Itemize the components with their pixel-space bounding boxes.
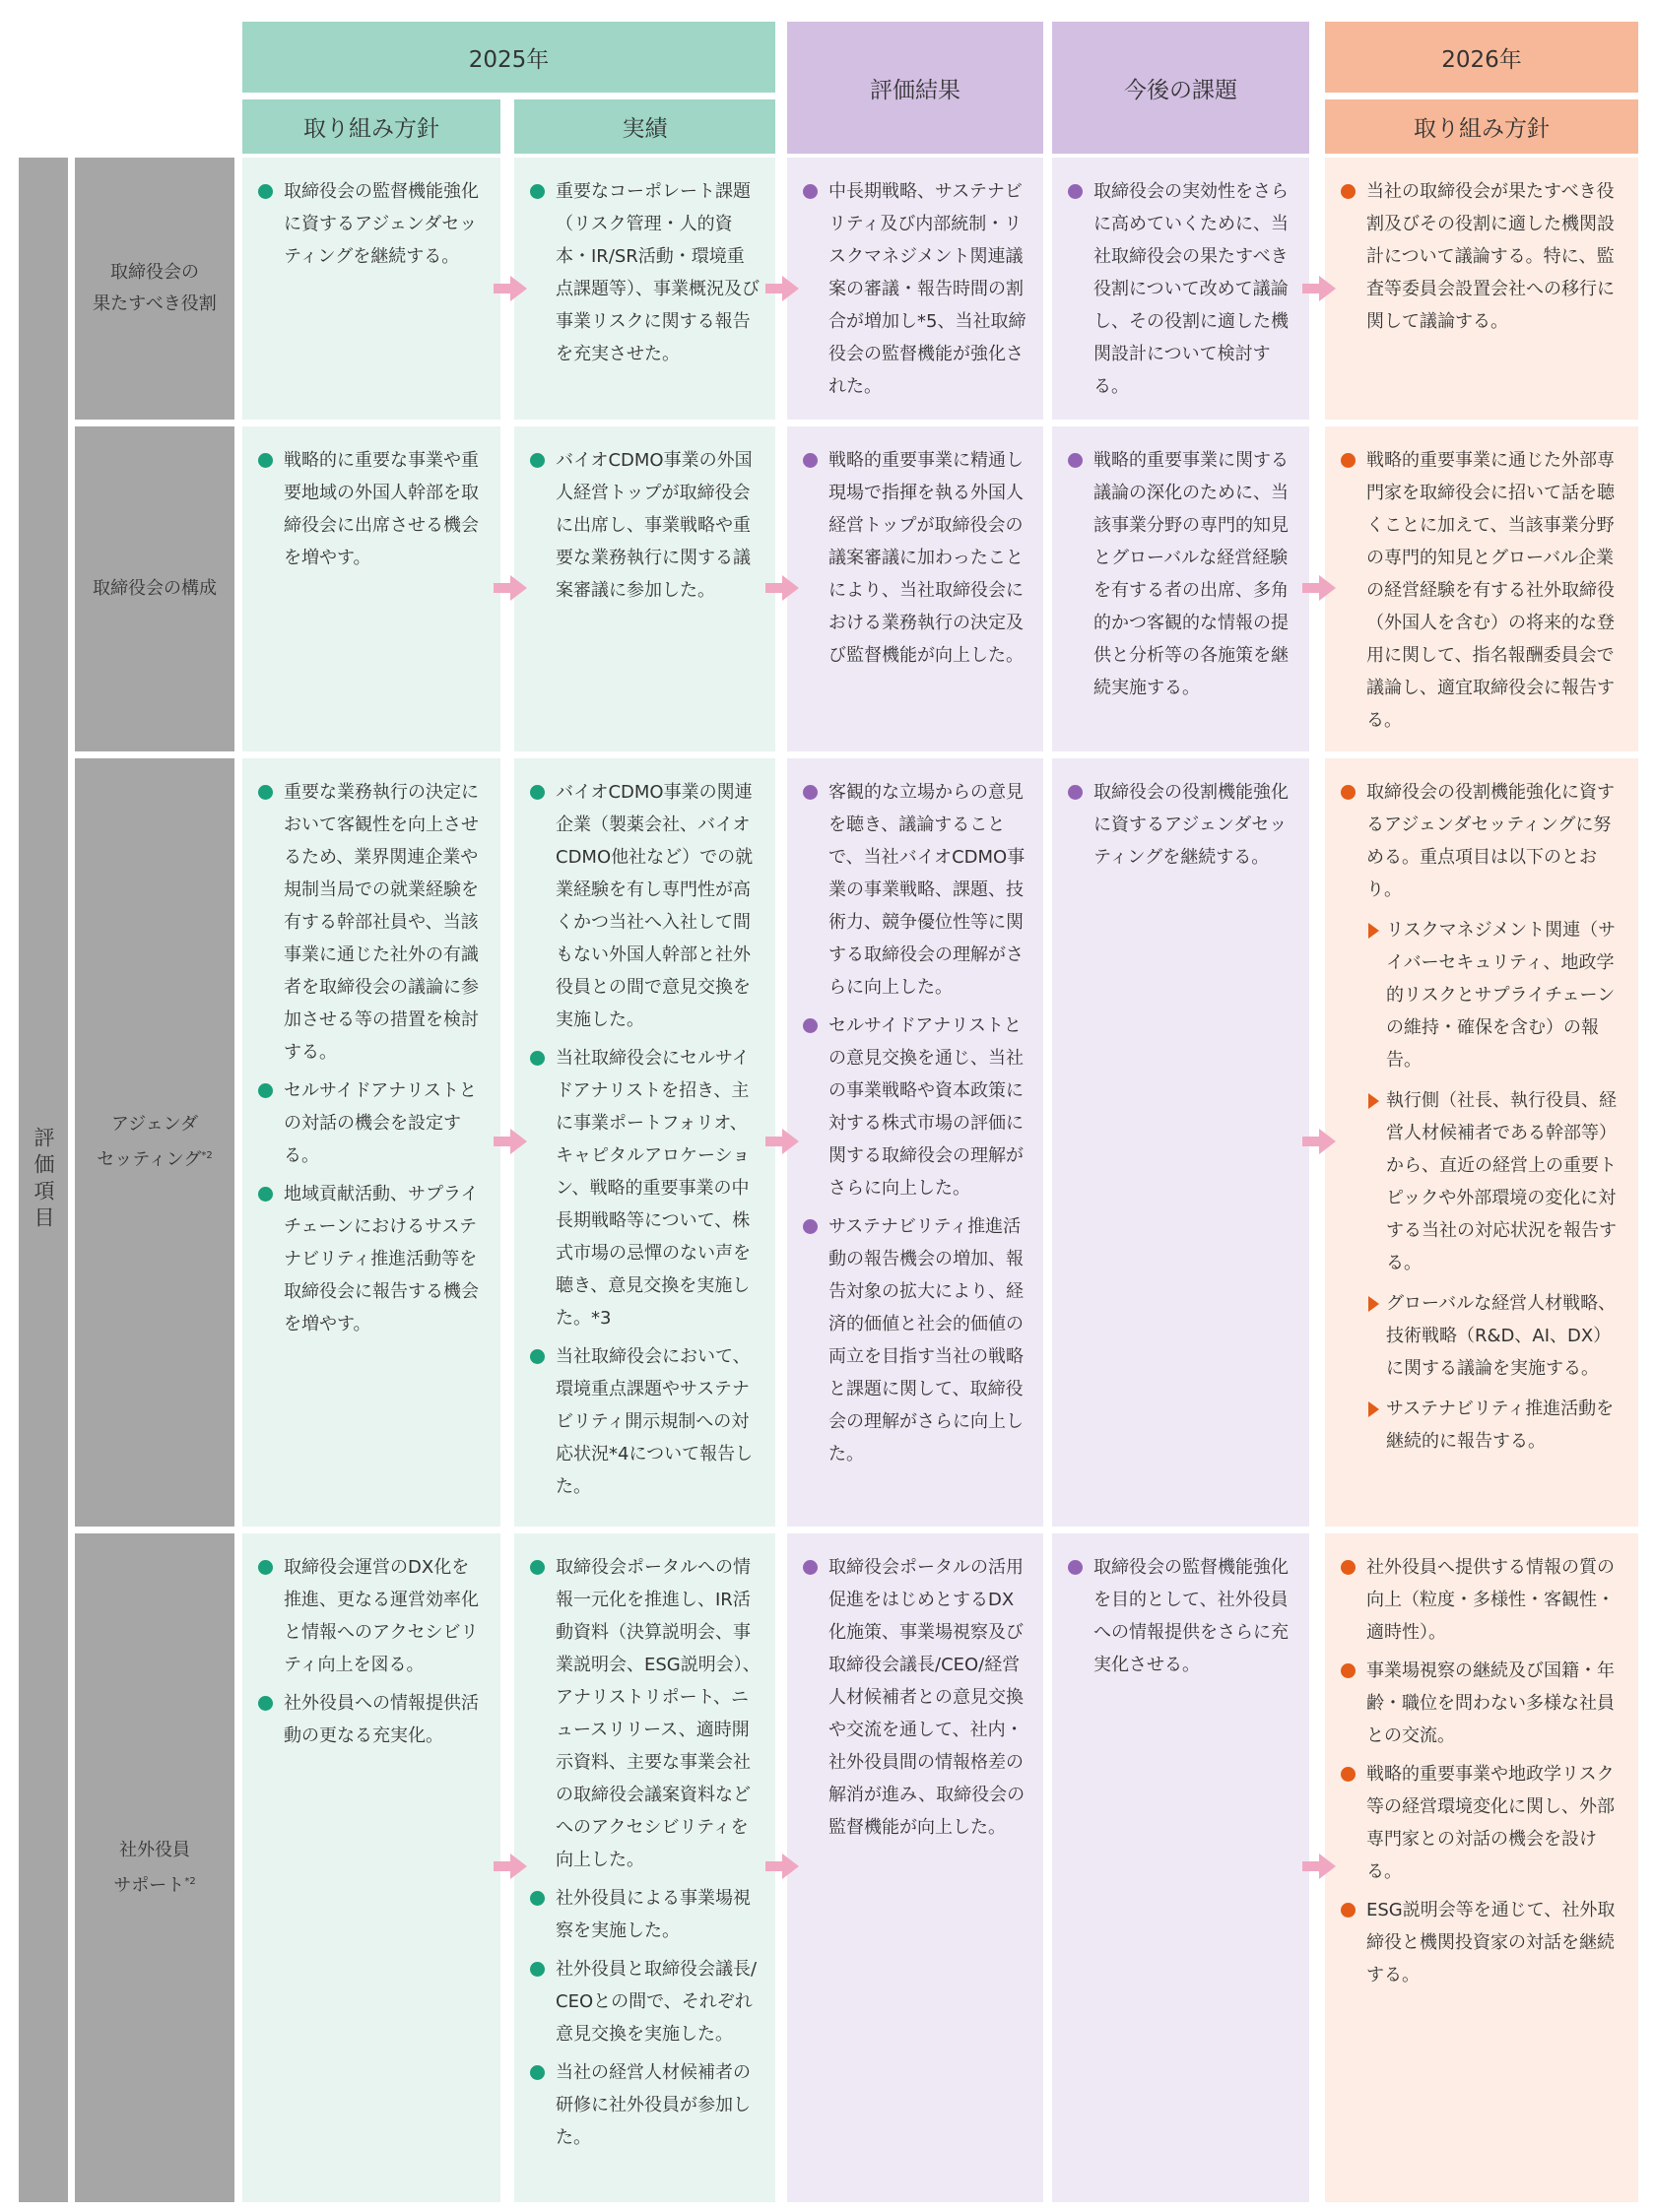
list-item: 当社の経営人材候補者の研修に社外役員が参加した。 [528,2056,761,2154]
list-item: 中長期戦略、サステナビリティ及び内部統制・リスクマネジメント関連議案の審議・報告時間の割合が増加し*5、当社取締役会の監督機能が強化された。 [801,175,1029,403]
list-item: 取締役会の監督機能強化を目的として、社外役員への情報提供をさらに充実化させる。 [1066,1551,1295,1681]
list-item: 取締役会ポータルへの情報一元化を推進し、IR活動資料（決算説明会、事業説明会、ESG説明会）、アナリストリポート、ニュースリリース、適時開示資料、主要な事業会社の取締役会議案資料などへのアクセシビリティを向上した。 [528,1551,761,1876]
list-item: 取締役会の役割機能強化に資するアジェンダセッティングを継続する。 [1066,776,1295,874]
row3-evaluation [787,758,1043,1527]
row-label-role: 取締役会の 果たすべき役割 [75,158,234,420]
list-item: 戦略的に重要な事業や重要地域の外国人幹部を取締役会に出席させる機会を増やす。 [256,444,487,574]
list-item: 当社取締役会において、環境重点課題やサステナビリティ開示規制への対応状況*4について報告した。 [528,1340,761,1503]
list-item: セルサイドアナリストとの対話の機会を設定する。 [256,1074,487,1172]
list-item: 取締役会ポータルの活用促進をはじめとするDX化施策、事業場視察及び取締役会議長/CEO/経営人材候補者との意見交換や交流を通して、社内・社外役員間の情報格差の解消が進み、取締役会の監督機能が向上した。 [801,1551,1029,1844]
header-evaluation: 評価結果 [787,22,1043,154]
list-item: 社外役員への情報提供活動の更なる充実化。 [256,1687,487,1752]
row3-policy-2025 [242,758,500,1527]
arrow-icon [765,575,799,601]
sub-list-item: 執行側（社長、執行役員、経営人材候補者である幹部等）から、直近の経営上の重要トピックや外部環境の変化に対する当社の対応状況を報告する。 [1366,1084,1624,1279]
row3-results-2025 [514,758,775,1527]
row2-results-2025 [514,426,775,751]
header-2025: 2025年 [242,22,775,93]
list-item: 客観的な立場からの意見を聴き、議論することで、当社バイオCDMO事業の事業戦略、課題、技術力、競争優位性等に関する取締役会の理解がさらに向上した。 [801,776,1029,1004]
arrow-icon [494,1129,527,1154]
list-item: 取締役会の監督機能強化に資するアジェンダセッティングを継続する。 [256,175,487,273]
row3-future-issues [1052,758,1309,1527]
row4-policy-2026 [1325,1533,1638,2202]
list-item: 戦略的重要事業に精通し現場で指揮を執る外国人経営トップが取締役会の議案審議に加わったことにより、当社取締役会における業務執行の決定及び監督機能が向上した。 [801,444,1029,672]
list-item: 重要なコーポレート課題（リスク管理・人的資本・IR/SR活動・環境重点課題等）、事業概況及び事業リスクに関する報告を充実させた。 [528,175,761,370]
list-item: 当社取締役会にセルサイドアナリストを招き、主に事業ポートフォリオ、キャピタルアロケーション、戦略的重要事業の中長期戦略等について、株式市場の忌憚のない声を聴き、意見交換を実施した。*3 [528,1042,761,1334]
row1-policy-2026 [1325,158,1638,420]
list-item: 社外役員と取締役会議長/CEOとの間で、それぞれ意見交換を実施した。 [528,1953,761,2050]
arrow-icon [765,276,799,301]
arrow-icon [494,1854,527,1879]
list-item: 重要な業務執行の決定において客観性を向上させるため、業界関連企業や規制当局での就業経験を有する幹部社員や、当該事業に通じた社外の有識者を取締役会の議論に参加させる等の措置を検討する。 [256,776,487,1069]
list-item: 事業場視察の継続及び国籍・年齢・職位を問わない多様な社員との交流。 [1339,1655,1624,1752]
row1-future-issues [1052,158,1309,420]
list-item: 取締役会運営のDX化を推進、更なる運営効率化と情報へのアクセシビリティ向上を図る。 [256,1551,487,1681]
list-item: 戦略的重要事業に通じた外部専門家を取締役会に招いて話を聴くことに加えて、当該事業分野の専門的知見とグローバル企業の経営経験を有する社外取締役（外国人を含む）の将来的な登用に関して、指名報酬委員会で議論し、適宜取締役会に報告する。 [1339,444,1624,737]
list-item: 戦略的重要事業に関する議論の深化のために、当該事業分野の専門的知見とグローバルな経営経験を有する者の出席、多角的かつ客観的な情報の提供と分析等の各施策を継続実施する。 [1066,444,1295,704]
row1-evaluation [787,158,1043,420]
row4-results-2025 [514,1533,775,2202]
list-item: セルサイドアナリストとの意見交換を通じ、当社の事業戦略や資本政策に対する株式市場の評価に関する取締役会の理解がさらに向上した。 [801,1009,1029,1204]
row3-policy-2026 [1325,758,1638,1527]
header-future-issues: 今後の課題 [1052,22,1309,154]
row1-results-2025 [514,158,775,420]
row4-future-issues [1052,1533,1309,2202]
sub-list-item: サステナビリティ推進活動を継続的に報告する。 [1366,1393,1624,1458]
row4-evaluation [787,1533,1043,2202]
row2-policy-2026 [1325,426,1638,751]
arrow-icon [765,1129,799,1154]
header-policy-2026: 取り組み方針 [1325,99,1638,154]
list-item: 社外役員へ提供する情報の質の向上（粒度・多様性・客観性・適時性）。 [1339,1551,1624,1649]
header-results-2025: 実績 [514,99,775,154]
list-item: バイオCDMO事業の関連企業（製薬会社、バイオCDMO他社など）での就業経験を有し専門性が高くかつ当社へ入社して間もない外国人幹部と社外役員との間で意見交換を実施した。 [528,776,761,1036]
list-item: 当社の取締役会が果たすべき役割及びその役割に適した機関設計について議論する。特に、監査等委員会設置会社への移行に関して議論する。 [1339,175,1624,338]
list-item: 取締役会の実効性をさらに高めていくために、当社取締役会の果たすべき役割について改めて議論し、その役割に適した機関設計について検討する。 [1066,175,1295,403]
arrow-icon [765,1854,799,1879]
row4-policy-2025 [242,1533,500,2202]
sub-list-item: リスクマネジメント関連（サイバーセキュリティ、地政学的リスクとサプライチェーンの維持・確保を含む）の報告。 [1366,914,1624,1076]
arrow-icon [494,575,527,601]
row-label-composition: 取締役会の構成 [75,426,234,751]
arrow-icon [1302,276,1336,301]
list-item: 地域貢献活動、サプライチェーンにおけるサステナビリティ推進活動等を取締役会に報告する機会を増やす。 [256,1178,487,1340]
arrow-icon [1302,1129,1336,1154]
sub-list-item: グローバルな経営人材戦略、技術戦略（R&D、AI、DX）に関する議論を実施する。 [1366,1287,1624,1385]
row2-future-issues [1052,426,1309,751]
arrow-icon [1302,575,1336,601]
header-policy-2025: 取り組み方針 [242,99,500,154]
list-item: 戦略的重要事業や地政学リスク等の経営環境変化に関し、外部専門家との対話の機会を設ける。 [1339,1758,1624,1888]
row-label-agenda: アジェンダ セッティング$^{*2}$ [75,758,234,1527]
arrow-icon [494,276,527,301]
header-2026: 2026年 [1325,22,1638,93]
row-label-support: 社外役員 サポート$^{*2}$ [75,1533,234,2202]
list-item: ESG説明会等を通じて、社外取締役と機関投資家の対話を継続する。 [1339,1894,1624,1991]
list-item: バイオCDMO事業の外国人経営トップが取締役会に出席し、事業戦略や重要な業務執行に関する議案審議に参加した。 [528,444,761,607]
arrow-icon [1302,1854,1336,1879]
evaluation-items-label: 評価項目 [19,158,68,2202]
row2-evaluation [787,426,1043,751]
list-item: サステナビリティ推進活動の報告機会の増加、報告対象の拡大により、経済的価値と社会的価値の両立を目指す当社の戦略と課題に関して、取締役会の理解がさらに向上した。 [801,1210,1029,1470]
row2-policy-2025 [242,426,500,751]
list-item: 社外役員による事業場視察を実施した。 [528,1882,761,1947]
list-item: 取締役会の役割機能強化に資するアジェンダセッティングに努める。重点項目は以下のとおり。 リスクマネジメント関連（サイバーセキュリティ、地政学的リスクとサプライチェーンの維持・確保を含む）の報告。 執行側（社長、執行役員、経営人材候補者である幹部等）から、直近の経営上の重要トピックや外部環境の変化に対する当社の対応状況を報告する。 グローバルな経営人材戦略、技術戦略（R&D、AI、DX）に関する議論を実施する。 サステナビリティ推進活動を継続的に報告する。 [1339,776,1624,1458]
row1-policy-2025 [242,158,500,420]
